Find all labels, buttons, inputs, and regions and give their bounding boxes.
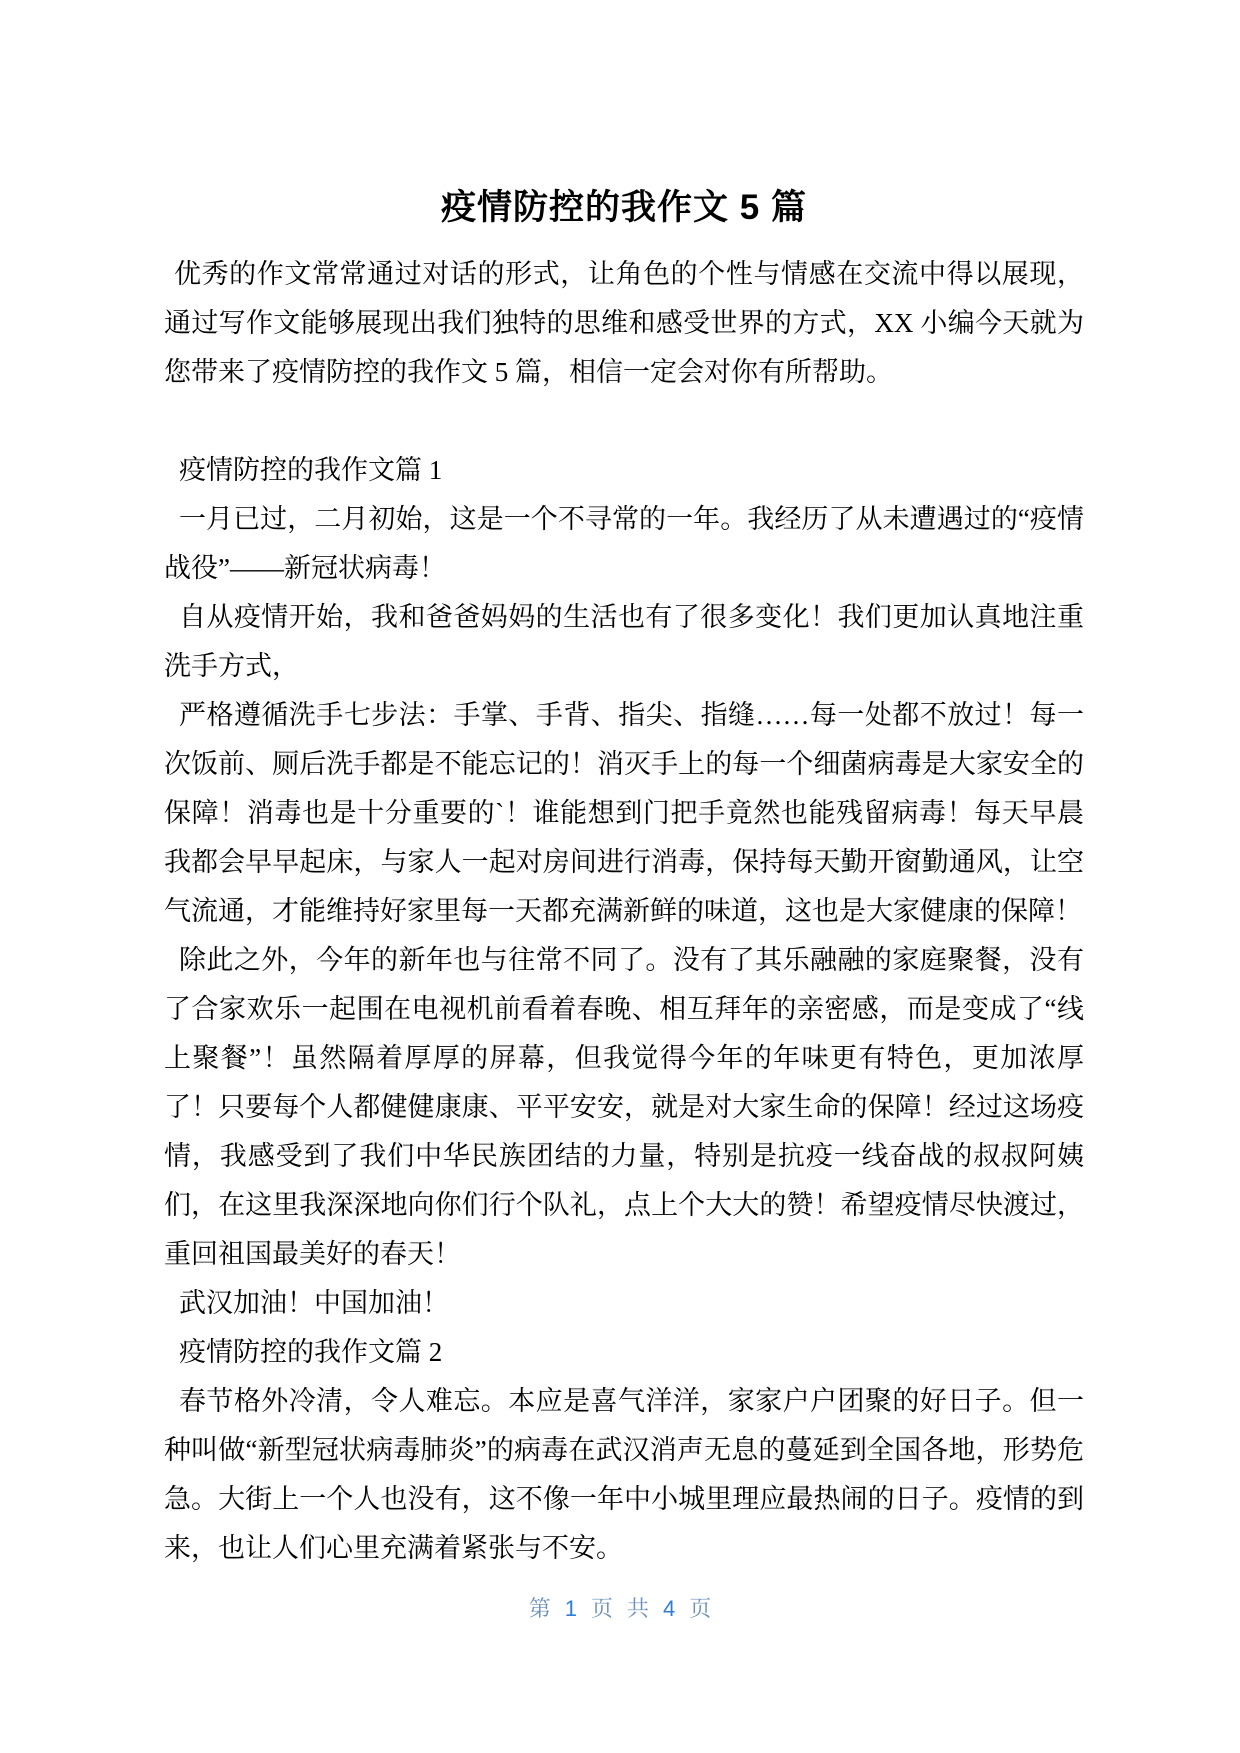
document-title: 疫情防控的我作文 5 篇: [441, 188, 807, 227]
paragraph: 自从疫情开始，我和爸爸妈妈的生活也有了很多变化！我们更加认真地注重洗手方式，: [164, 602, 1084, 681]
paragraph: 除此之外，今年的新年也与往常不同了。没有了其乐融融的家庭聚餐，没有了合家欢乐一起围在电视机前看着春晚、相互拜年的亲密感，而是变成了“线上聚餐”！虽然隔着厚厚的屏幕，但我觉得今年的年味更有特色，更加浓厚了！只要每个人都健健康康、平平安安，就是对大家生命的保障！经过这场疫情，我感受到了我们中华民族团结的力量，特别是抗疫一线奋战的叔叔阿姨们，在这里我深深地向你们行个队礼，点上个大大的赞！希望疫情尽快渡过，重回祖国最美好的春天！: [164, 945, 1084, 1269]
footer-total-pages: 4: [663, 1596, 676, 1621]
footer-label: 第: [528, 1596, 551, 1621]
paragraph: 武汉加油！中国加油！: [179, 1288, 449, 1318]
footer-page-number: 1: [564, 1596, 577, 1621]
document-body: [164, 250, 1084, 1573]
section-2-heading: 疫情防控的我作文篇 2: [179, 1337, 443, 1367]
section-1-heading: 疫情防控的我作文篇 1: [179, 455, 443, 485]
footer-label: 共: [627, 1596, 650, 1621]
paragraph: 春节格外冷清，令人难忘。本应是喜气洋洋，家家户户团聚的好日子。但一种叫做“新型冠状病毒肺炎”的病毒在武汉消声无息的蔓延到全国各地，形势危急。大街上一个人也没有，这不像一年中小城里理应最热闹的日子。疫情的到来，也让人们心里充满着紧张与不安。: [164, 1386, 1084, 1563]
intro-paragraph: 优秀的作文常常通过对话的形式，让角色的个性与情感在交流中得以展现，通过写作文能够展现出我们独特的思维和感受世界的方式，XX 小编今天就为您带来了疫情防控的我作文 5 篇，相信一定会对你有所帮助。: [164, 259, 1084, 387]
footer-label: 页: [689, 1596, 712, 1621]
page-number-footer: [0, 1594, 1240, 1624]
paragraph: 一月已过，二月初始，这是一个不寻常的一年。我经历了从未遭遇过的“疫情战役”——新冠状病毒！: [164, 504, 1084, 583]
paragraph: 严格遵循洗手七步法：手掌、手背、指尖、指缝……每一处都不放过！每一次饭前、厕后洗手都是不能忘记的！消灭手上的每一个细菌病毒是大家安全的保障！消毒也是十分重要的`！谁能想到门把手竟然也能残留病毒！每天早晨我都会早早起床，与家人一起对房间进行消毒，保持每天勤开窗勤通风，让空气流通，才能维持好家里每一天都充满新鲜的味道，这也是大家健康的保障！: [164, 700, 1084, 926]
footer-label: 页: [590, 1596, 613, 1621]
